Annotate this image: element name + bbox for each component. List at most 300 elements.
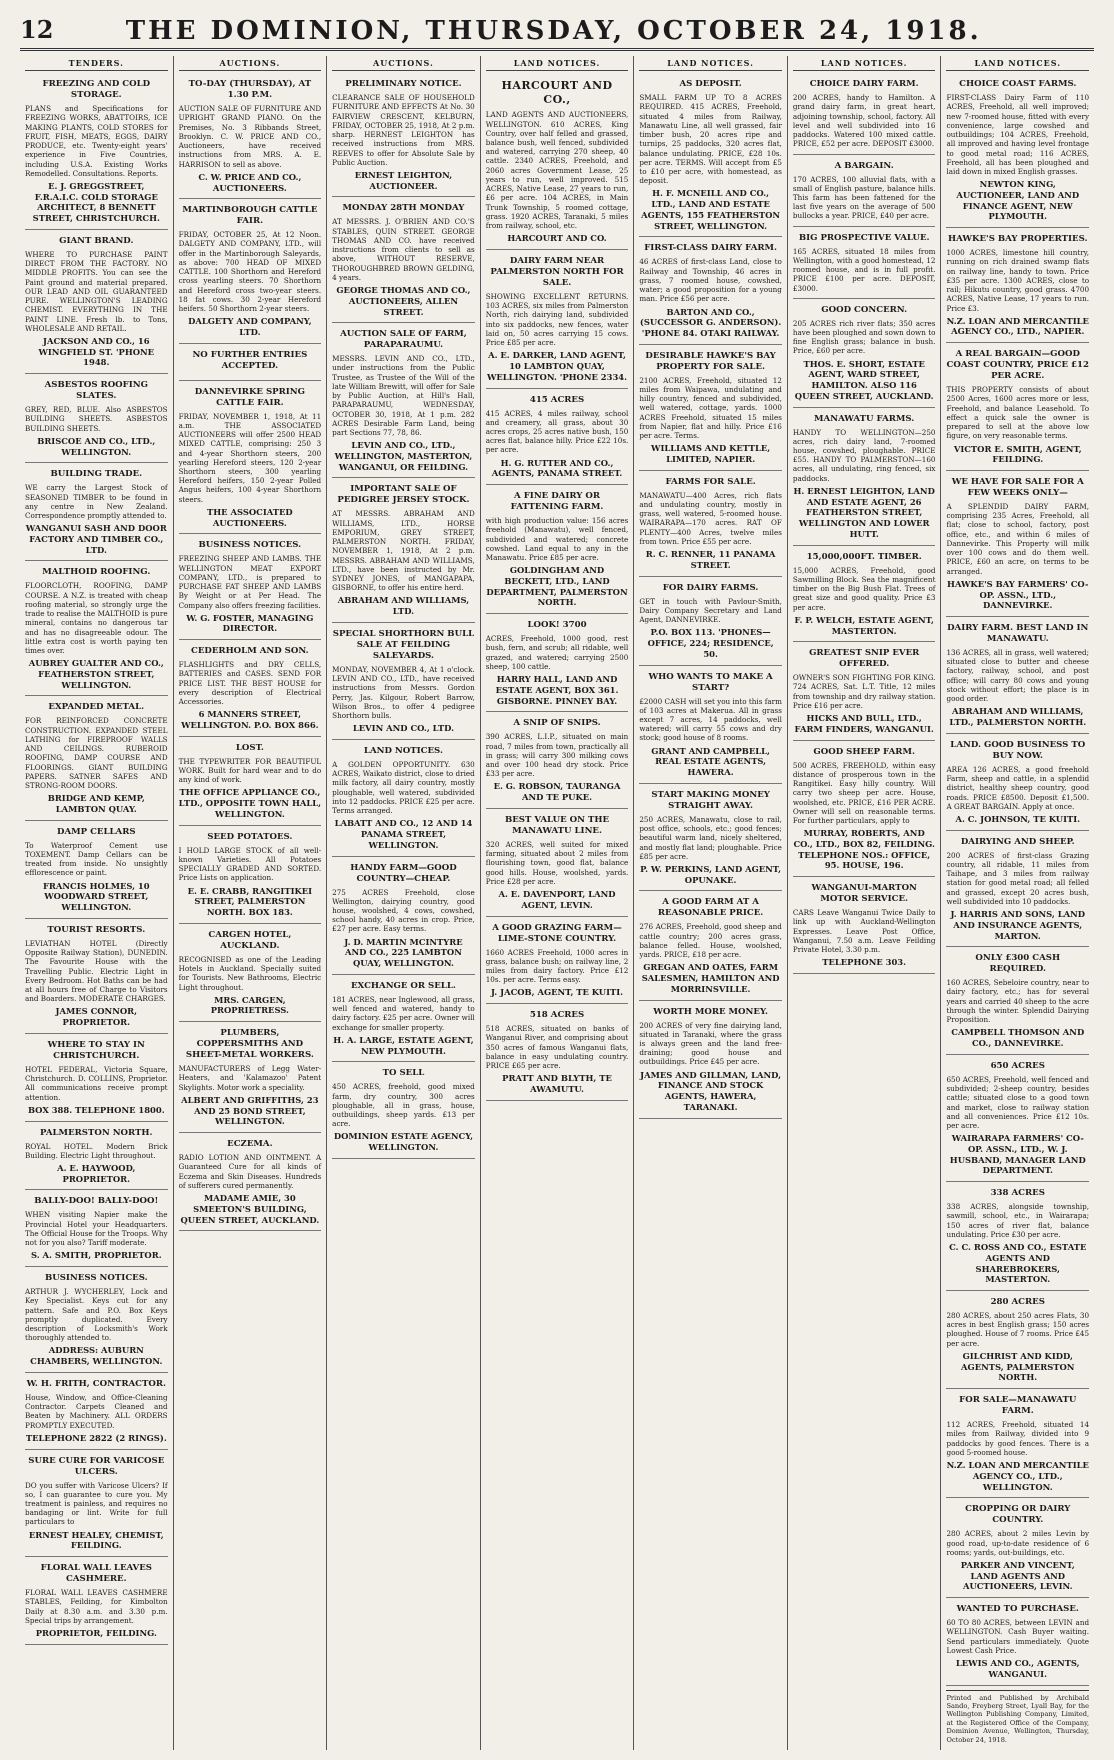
ad-signature: VICTOR E. SMITH, AGENT, FEILDING.: [953, 443, 1082, 465]
ad-body: WHEN visiting Napier make the Provincial Hotel your Headquarters. The Official House for the Troops. Why not for you also? Tariff moderate.: [25, 1210, 168, 1248]
column-4: [481, 56, 635, 1750]
advertisement: [946, 1500, 1089, 1598]
ad-body: 275 ACRES Freehold, close Wellington, dairying country, good house, woolshed, 4 cows, cowshed, school handy, 40 acres in crop. Price, £27 per acre. Easy terms.: [332, 887, 475, 934]
ad-signature: LEVIN AND CO., LTD., WELLINGTON, MASTERTON, WANGANUI, OR FEILDING.: [334, 440, 473, 472]
ad-title: FOR SALE—MANAWATU FARM.: [959, 1395, 1077, 1417]
ad-signature: JACKSON AND CO., 16 WINGFIELD ST. 'PHONE 1948.: [38, 335, 155, 368]
ad-body: A GOLDEN OPPORTUNITY. 630 ACRES, Waikato district, close to dried milk factory, all dairy country, mostly ploughable, well watered, subdivided into 12 paddocks. PRICE £25 per acre. Terms arranged.: [332, 760, 475, 816]
ad-title: TOURIST RESORTS.: [47, 924, 146, 935]
ad-title: AS DEPOSIT.: [679, 79, 742, 90]
ad-signature: E. E. CRABB, RANGITIKEI STREET, PALMERSTON NORTH. BOX 183.: [187, 885, 313, 918]
ad-title: BUSINESS NOTICES.: [198, 540, 302, 551]
ad-title: LOOK! 3700: [527, 620, 587, 631]
ad-signature: P. W. PERKINS, LAND AGENT, OPUNAKE.: [640, 863, 782, 885]
ad-signature: LABATT AND CO., 12 AND 14 PANAMA STREET, WELLINGTON.: [334, 818, 473, 850]
ad-body: GREY, RED, BLUE. Also ASBESTOS BUILDING SHEETS. ASBESTOS BUILDING SHEETS.: [25, 405, 168, 433]
ad-title: WE HAVE FOR SALE FOR A FEW WEEKS ONLY—: [951, 477, 1084, 499]
advertisement: [179, 926, 322, 1022]
advertisement: [179, 1024, 322, 1133]
advertisement: [332, 977, 475, 1062]
newspaper-title: THE DOMINION, THURSDAY, OCTOBER 24, 1918.: [125, 16, 982, 46]
ad-signature: H. F. MCNEILL AND CO., LTD., LAND AND ESTATE AGENTS, 155 FEATHERSTON STREET, WELLINGTON.: [641, 188, 781, 231]
ad-signature: H. A. LARGE, ESTATE AGENT, NEW PLYMOUTH.: [333, 1034, 474, 1056]
ad-signature: BOX 388. TELEPHONE 1800.: [27, 1104, 165, 1115]
advertisement: [793, 644, 936, 740]
ad-signature: ADDRESS: AUBURN CHAMBERS, WELLINGTON.: [30, 1345, 163, 1367]
ad-title: PALMERSTON NORTH.: [40, 1127, 153, 1138]
ad-body: CARS Leave Wanganui Twice Daily to link up with Auckland-Wellington Expresses. Leave Post Office, Wanganui, 7.50 a.m. Leave Feilding Private Hotel, 3.30 p.m.: [792, 908, 936, 955]
ad-body: 250 ACRES, Manawatu, close to rail, post office, schools, etc.; good fences; beautiful warm land, nicely sheltered, and mostly flat land; ploughable. Price £85 per acre.: [639, 814, 782, 861]
ad-body: LEVIATHAN HOTEL (Directly Opposite Railway Station), DUNEDIN. The Favourite House with the Travelling Public. Electric Light in Every Bedroom. Hot Baths can be had at all hours free of Charge to Visitors and Boarders. MODERATE CHARGES.: [25, 938, 168, 1004]
ad-body: 136 ACRES, all in grass, well watered; situated close to butter and cheese factory, railway, school, and post office; will carry 80 cows and young stock without effort; the place is in good order.: [946, 648, 1090, 704]
advertisement: [179, 383, 322, 535]
ad-body: HOTEL FEDERAL, Victoria Square, Christchurch. D. COLLINS, Proprietor. All communications receive prompt attention.: [25, 1064, 168, 1102]
ad-signature: BRIDGE AND KEMP, LAMBTON QUAY.: [47, 793, 145, 814]
ad-body: PLANS and Specifications for FREEZING WORKS, ABATTOIRS, ICE MAKING PLANTS, COLD STORES for FRUIT, FISH, MEATS, EGGS, DAIRY PRODUCE, etc. Twenty-eight years' experience in Five Countries, including U.S.A. Existing Works Remodelled. Consultations. Reports.: [25, 104, 168, 178]
ad-signature: THOS. E. SHORT, ESTATE AGENT, WARD STREET, HAMILTON. ALSO 116 QUEEN STREET, AUCKLAND.: [794, 358, 934, 401]
ad-body: 280 ACRES, about 2 miles Levin by good road, up-to-date residence of 6 rooms; yards, out-buildings, etc.: [946, 1529, 1090, 1557]
ad-body: 650 ACRES, Freehold, well fenced and subdivided; 2-sheep country, besides cattle; situated close to a good town and market, close to railway station and all conveniences. Price £12 10s. per acre.: [946, 1074, 1090, 1130]
ad-title: SPECIAL SHORTHORN BULL SALE AT FEILDING SALEYARDS.: [332, 628, 475, 661]
ad-title: SURE CURE FOR VARICOSE ULCERS.: [28, 1455, 165, 1477]
ad-body: 205 ACRES rich river flats; 350 acres have been ploughed and sown down to fine English grass; balance in bush. Price, £60 per acre.: [792, 318, 936, 356]
advertisement: [946, 75, 1089, 228]
ad-title: 338 ACRES: [990, 1188, 1045, 1199]
ad-title: W. H. FRITH, CONTRACTOR.: [26, 1378, 166, 1389]
column-heading: AUCTIONS.: [332, 56, 475, 71]
column-heading: AUCTIONS.: [179, 56, 322, 71]
ad-signature: H. G. RUTTER AND CO., AGENTS, PANAMA STREET.: [491, 457, 623, 479]
ad-title: GREATEST SNIP EVER OFFERED.: [809, 648, 920, 670]
ad-body: ROYAL HOTEL. Modern Brick Building. Electric Light throughout.: [25, 1141, 168, 1160]
column-2: [174, 56, 328, 1750]
ad-body: DO you suffer with Varicose Ulcers? If so, I can guarantee to cure you. My treatment is painless, and requires no bandaging or lint. Write for full particulars to: [25, 1480, 168, 1527]
advertisement: [639, 786, 782, 892]
advertisement: [332, 199, 475, 323]
ad-signature: THE OFFICE APPLIANCE CO., LTD., OPPOSITE TOWN HALL, WELLINGTON.: [178, 787, 322, 819]
column-heading: LAND NOTICES.: [946, 56, 1089, 71]
ad-title: FREEZING AND COLD STORAGE.: [42, 79, 151, 101]
ad-signature: WILLIAMS AND KETTLE, LIMITED, NAPIER.: [651, 443, 771, 465]
column-heading: TENDERS.: [25, 56, 168, 71]
ad-signature: A. C. JOHNSON, TE KUITI.: [955, 813, 1081, 824]
ad-signature: E. G. ROBSON, TAURANGA AND TE PUKE.: [493, 781, 621, 803]
ad-body: SMALL FARM UP TO 8 ACRES REQUIRED. 415 ACRES, Freehold, situated 4 miles from Railway, Manawatu Line, all well grassed, fair timber bush, 20 acres ripe and turnips, 25 paddocks, 320 acres flat, balance undulating. PRICE, £28 10s. per acre. TERMS. Will accept from £5 to £10 per acre, with homestead, as deposit.: [639, 93, 782, 186]
ad-signature: HARRY HALL, LAND AND ESTATE AGENT, BOX 361. GISBORNE. PINNEY BAY.: [495, 674, 619, 706]
ad-title: CHOICE COAST FARMS.: [959, 79, 1077, 90]
ad-title: GOOD SHEEP FARM.: [813, 746, 915, 757]
ad-body: WHERE TO PURCHASE PAINT DIRECT FROM THE FACTORY. NO MIDDLE PROFITS. You can see the Paint ground and material prepared. OUR LEAD AND OIL GUARANTEED PURE. WELLINGTON'S LEADING CHEMIST. EVERYTHING IN THE PAINT LINE. Fresh lb. to Tons, WHOLESALE AND RETAIL.: [25, 249, 168, 333]
advertisement: [332, 1064, 475, 1159]
ad-title: 518 ACRES: [529, 1010, 585, 1021]
advertisement: [793, 301, 936, 408]
ad-title: A GOOD FARM AT A REASONABLE PRICE.: [657, 897, 764, 919]
ad-title: BALLY-DOO! BALLY-DOO!: [34, 1196, 159, 1207]
ad-body: 46 ACRES of first-class Land, close to Railway and Township, 46 acres in grass, 7 roomed house, cowshed, water; a good proposition for a young man. Price £56 per acre.: [639, 257, 782, 304]
ad-signature: NEWTON KING, AUCTIONEER, LAND AND FINANCE AGENT, NEW PLYMOUTH.: [956, 179, 1080, 222]
column-heading: LAND NOTICES.: [793, 56, 936, 71]
ad-title: MONDAY 28TH MONDAY: [342, 203, 465, 214]
advertisement: [946, 736, 1089, 831]
advertisement: [486, 391, 629, 486]
advertisement: [639, 668, 782, 784]
column-heading: LAND NOTICES.: [486, 56, 629, 71]
advertisement: [486, 487, 629, 614]
ad-title: LAND NOTICES.: [363, 746, 443, 757]
ad-signature: P.O. BOX 113. 'PHONES—OFFICE, 224; RESIDENCE, 50.: [647, 627, 774, 659]
ad-signature: GRANT AND CAMPBELL, REAL ESTATE AGENTS, HAWERA.: [651, 745, 770, 778]
ad-signature: BARTON AND CO., (SUCCESSOR G. ANDERSON). 'PHONE 84. OTAKI RAILWAY.: [639, 306, 782, 339]
advertisement: [25, 232, 168, 374]
ad-title: DAIRY FARM NEAR PALMERSTON NORTH FOR SALE.: [490, 255, 624, 288]
ad-signature: LEWIS AND CO., AGENTS, WANGANUI.: [955, 1658, 1080, 1679]
ad-body: 15,000 ACRES, Freehold, good Sawmilling Block. Sea the magnificent timber on the Big Bush Flat. Trees of great size and good quality. Price £3 per acre.: [792, 565, 936, 612]
advertisement: [25, 563, 168, 696]
column-heading: LAND NOTICES.: [639, 56, 782, 71]
advertisement: [25, 1269, 168, 1373]
ad-signature: J. D. MARTIN MCINTYRE AND CO., 225 LAMBTON QUAY, WELLINGTON.: [344, 936, 463, 969]
ad-signature: HICKS AND BULL, LTD., FARM FINDERS, WANGANUI.: [794, 713, 934, 734]
ad-body: 415 ACRES, 4 miles railway, school and creamery, all grass, about 30 acres crops, 25 acres native bush, 150 acres flat, balance hilly. Price £22 10s. per acre.: [485, 408, 629, 455]
ad-title: NO FURTHER ENTRIES ACCEPTED.: [192, 349, 308, 371]
ad-title: TO SELL: [382, 1068, 425, 1079]
ad-title: GOOD CONCERN.: [821, 304, 908, 315]
advertisement: [25, 376, 168, 463]
advertisement: [25, 698, 168, 820]
advertisement: [25, 465, 168, 561]
advertisement: [25, 823, 168, 919]
ad-body: THE TYPEWRITER FOR BEAUTIFUL WORK. Built for hard wear and to do any kind of work.: [178, 756, 322, 785]
advertisement: [179, 739, 322, 826]
advertisement: [639, 579, 782, 666]
ad-body: 112 ACRES, Freehold, situated 14 miles from Railway, divided into 9 paddocks by good fences. There is a good 5-roomed house.: [946, 1420, 1090, 1457]
ad-body: 200 ACRES, handy to Hamilton. A grand dairy farm, in great heart, adjoining township, school, factory. All level and well subdivided into 16 paddocks. Watered 100 mixed cattle. PRICE, £52 per acre. DEPOSIT £3000.: [792, 93, 936, 149]
ad-signature: ABRAHAM AND WILLIAMS, LTD.: [337, 595, 470, 617]
advertisement: [946, 1391, 1089, 1498]
ad-body: 170 ACRES, 100 alluvial flats, with a small of English pasture, balance hills. This farm has been fattened for the last five years on the average of 500 bullocks a year. PRICE, £40 per acre.: [792, 174, 936, 221]
ad-signature: H. ERNEST LEIGHTON, LAND AND ESTATE AGENT, 26 FEATHERSTON STREET, WELLINGTON AND LOWER HUTT.: [793, 485, 935, 539]
ad-signature: AUBREY GUALTER AND CO., FEATHERSTON STREET, WELLINGTON.: [28, 658, 164, 690]
masthead: [20, 8, 1094, 51]
ad-body: MANUFACTURERS of Legg Water-Heaters, and 'Kalamazoo' Patent Skylights. Motor work a speciality.: [178, 1064, 322, 1092]
ad-signature: THE ASSOCIATED AUCTIONEERS.: [207, 506, 293, 528]
ad-signature: R. C. RENNER, 11 PANAMA STREET.: [645, 549, 776, 570]
ad-body: 165 ACRES, situated 18 miles from Wellington, with a good homestead, 12 roomed house, and is in full profit. PRICE £100 per acre. DEPOSIT, £3000.: [792, 246, 936, 293]
ad-title: A SNIP OF SNIPS.: [513, 718, 601, 729]
ad-signature: LEVIN AND CO., LTD.: [352, 723, 454, 734]
ad-signature: DOMINION ESTATE AGENCY, WELLINGTON.: [333, 1131, 474, 1153]
ad-title: 415 ACRES: [529, 394, 585, 405]
advertisement: [179, 828, 322, 924]
ad-title: HARCOURT AND CO.,: [501, 79, 613, 107]
advertisement: [946, 1293, 1089, 1389]
advertisement: [25, 1036, 168, 1122]
ad-body: 280 ACRES, about 250 acres Flats, 30 acres in best English grass; 150 acres ploughed. House of 7 rooms. Price £45 per acre.: [946, 1311, 1090, 1348]
colophon: Printed and Published by Archibald Sando, Freyberg Street, Lyall Bay, for the Wellington Publishing Company, Limited, at the Registered Office of the Company, Dominion Avenue, Wellington, Thursday, October 24, 1918.: [946, 1690, 1089, 1745]
ad-title: SEED POTATOES.: [207, 831, 293, 842]
ad-signature: A. E. DARKER, LAND AGENT, 10 LAMBTON QUAY, WELLINGTON. 'PHONE 2334.: [487, 350, 628, 382]
advertisement: [946, 619, 1089, 734]
ad-body: 1000 ACRES, limestone hill country, running on rich drained swamp flats on railway line, handy to town. Price £35 per acre. 1300 ACRES, close to rail; Hikutu country, good grass. 4700 ACRES, Native Lease, 17 years to run. Price £3.: [946, 248, 1090, 313]
ad-signature: HAWKE'S BAY FARMERS' CO-OP. ASSN., LTD., DANNEVIRKE.: [947, 578, 1089, 611]
ad-signature: J. JACOB, AGENT, TE KUITI.: [490, 987, 624, 998]
ad-signature: N.Z. LOAN AND MERCANTILE AGENCY CO., LTD., WELLINGTON.: [946, 1460, 1089, 1492]
ad-body: FIRST-CLASS Dairy Farm of 110 ACRES, Freehold, all well improved; new 7-roomed house, fitted with every convenience, large cowshed and outbuildings; 104 ACRES, Freehold, all improved and having level frontage to good metal road; 116 ACRES, Freehold, all has been ploughed and laid down in mixed English grasses.: [946, 93, 1090, 176]
ad-title: GIANT BRAND.: [59, 235, 134, 246]
advertisement: [25, 1192, 168, 1267]
ad-signature: GEORGE THOMAS AND CO., AUCTIONEERS, ALLEN STREET.: [336, 285, 471, 317]
advertisement: [639, 473, 782, 577]
ad-signature: GILCHRIST AND KIDD, AGENTS, PALMERSTON NORTH.: [961, 1350, 1075, 1383]
ad-body: RADIO LOTION AND OINTMENT. A Guaranteed Cure for all kinds of Eczema and Skin Diseases. Hundreds of sufferers cured permanently.: [178, 1153, 322, 1190]
ad-signature: MRS. CARGEN, PROPRIETRESS.: [210, 994, 289, 1016]
ad-signature: GREGAN AND OATES, FARM SALESMEN, HAMILTON AND MORRINSVILLE.: [641, 962, 780, 994]
ad-signature: WANGANUI SASH AND DOOR FACTORY AND TIMBER CO., LTD.: [25, 523, 167, 555]
ad-title: CROPPING OR DAIRY COUNTRY.: [965, 1504, 1071, 1526]
ad-signature: HARCOURT AND CO.: [507, 233, 607, 244]
ad-title: WANTED TO PURCHASE.: [956, 1604, 1079, 1615]
advertisement: [25, 1375, 168, 1450]
ad-title: AUCTION SALE OF FARM, PARAPARAUMU.: [340, 329, 467, 351]
ad-title: HAWKE'S BAY PROPERTIES.: [948, 234, 1088, 245]
ad-signature: S. A. SMITH, PROPRIETOR.: [30, 1250, 162, 1261]
ad-signature: DALGETY AND COMPANY, LTD.: [188, 316, 312, 337]
ad-body: MESSRS. LEVIN AND CO., LTD., under instructions from the Public Trustee, as Trustee of the Will of the late William Brewitt, will offer for Sale by Public Auction, at Hill's Hall, PARAPARAUMU, WEDNESDAY, OCTOBER 30, 1918, At 1 p.m. 282 ACRES Desirable Farm Land, being part Sections 77, 78, 86.: [332, 354, 475, 438]
ad-signature: MADAME AMIE, 30 SMEETON'S BUILDING, QUEEN STREET, AUCKLAND.: [180, 1193, 320, 1225]
ad-title: WHO WANTS TO MAKE A START?: [648, 671, 773, 693]
ad-title: BUILDING TRADE.: [50, 469, 143, 480]
ad-body: 2100 ACRES, Freehold, situated 12 miles from Waipawa, undulating and hilly country, fenced and subdivided, well watered, cottage, yards. 1000 ACRES Freehold, situated 15 miles from Napier, flat and hilly. Price £16 per acre. Terms.: [639, 375, 782, 441]
advertisement: [332, 859, 475, 975]
ad-title: WORTH MORE MONEY.: [653, 1006, 768, 1017]
ad-title: DANNEVIRKE SPRING CATTLE FAIR.: [194, 386, 305, 408]
ad-signature: BRISCOE AND CO., LTD., WELLINGTON.: [37, 435, 156, 457]
ad-title: CEDERHOLM AND SON.: [191, 646, 309, 657]
advertisement: [486, 811, 629, 917]
ad-title: LAND. GOOD BUSINESS TO BUY NOW.: [950, 739, 1086, 761]
advertisement: [486, 252, 629, 389]
ad-signature: A. E. HAYWOOD, PROPRIETOR.: [57, 1162, 136, 1184]
ad-signature: F. P. WELCH, ESTATE AGENT, MASTERTON.: [794, 614, 934, 636]
ad-body: FLORAL WALL LEAVES CASHMERE STABLES, Feilding, for Kimbolton Daily at 8.30 a.m. and 3.30 p.m. Special trips by arrangement.: [25, 1588, 168, 1625]
ad-signature: MURRAY, ROBERTS, AND CO., LTD., BOX 82, FEILDING. TELEPHONE NOS.: OFFICE, 95. HOUSE, 196.: [793, 828, 935, 871]
columns: [20, 56, 1094, 1750]
ad-signature: JAMES AND GILLMAN, LAND, FINANCE AND STOCK AGENTS, HAWERA, TARANAKI.: [640, 1069, 782, 1112]
advertisement: [332, 325, 475, 478]
advertisement: [486, 1006, 629, 1101]
ad-body: GET in touch with Pavlour-Smith, Dairy Company Secretary and Land Agent, DANNEVIRKE.: [639, 596, 782, 625]
ad-signature: N.Z. LOAN AND MERCANTILE AGENCY CO., LTD., NAPIER.: [946, 315, 1089, 337]
ad-title: A GOOD GRAZING FARM—LIME-STONE COUNTRY.: [492, 922, 622, 944]
ad-signature: TELEPHONE 2822 (2 RINGS).: [25, 1432, 167, 1443]
ad-body: 338 ACRES, alongside township, sawmill, school, etc., in Wairarapa; 150 acres of river flat, balance undulating. Price £30 per acre.: [946, 1202, 1090, 1239]
ad-body: AT MESSRS. J. O'BRIEN AND CO.'S STABLES, QUIN STREET. GEORGE THOMAS AND CO. have received instructions from clients to sell as above, WITHOUT RESERVE, THOROUGHBRED BROWN GELDING, 4 years.: [332, 217, 475, 282]
advertisement: [639, 347, 782, 471]
ad-signature: PRATT AND BLYTH, TE AWAMUTU.: [502, 1073, 612, 1095]
ad-body: 450 ACRES, freehold, good mixed farm, dry country, 300 acres ploughable, all in grass, house, outbuildings, sheep yards. £13 per acre.: [332, 1082, 475, 1129]
ad-signature: 6 MANNERS STREET, WELLINGTON. P.O. BOX 866.: [181, 709, 319, 731]
ad-title: A BARGAIN.: [834, 160, 894, 171]
advertisement: [946, 1600, 1089, 1685]
ad-body: FREEZING SHEEP AND LAMBS. THE WELLINGTON MEAT EXPORT COMPANY, LTD., is prepared to PURCHASE FAT SHEEP AND LAMBS By Weight or at Per Head. The Company also offers freezing facilities.: [178, 554, 322, 610]
ad-body: OWNER'S SON FIGHTING FOR KING. 724 ACRES, Sat. L.T. Title, 12 miles from township and dry railway station. Price £16 per acre.: [792, 673, 936, 710]
advertisement: [332, 625, 475, 740]
advertisement: [486, 75, 629, 250]
ad-body: FOR REINFORCED CONCRETE CONSTRUCTION. EXPANDED STEEL LATHING for FIREPROOF WALLS AND CEILINGS. RUBEROID ROOFING, DAMP COURSE AND FLOORINGS. GIANT BUILDING PAPERS. SATNER SAFES AND STRONG-ROOM DOORS.: [25, 716, 168, 791]
ad-title: WANGANUI-MARTON MOTOR SERVICE.: [811, 883, 917, 905]
ad-body: 181 ACRES, near Inglewood, all grass, well fenced and watered, handy to dairy factory. £25 per acre. Owner will exchange for smaller property.: [332, 994, 475, 1032]
column-7: [941, 56, 1094, 1750]
advertisement: [639, 893, 782, 1000]
ad-title: BUSINESS NOTICES.: [44, 1273, 148, 1284]
ad-body: A SPLENDID DAIRY FARM, comprising 235 Acres, Freehold, all flat; close to school, factory, post office, etc., and within 6 miles of Dannevirke. This Property will milk over 100 cows and do them well. PRICE, £60 an acre, on terms to be arranged.: [946, 502, 1090, 576]
advertisement: [639, 75, 782, 237]
column-1: [20, 56, 174, 1750]
ad-body: 200 ACRES of very fine dairying land, situated in Taranaki, where the grass is always green and the land free-draining; good house and outbuildings. Price £45 per acre.: [639, 1020, 782, 1067]
advertisement: [793, 157, 936, 227]
ad-title: FIRST-CLASS DAIRY FARM.: [644, 243, 778, 254]
ad-title: DAIRYING AND SHEEP.: [960, 836, 1075, 847]
advertisement: [332, 742, 475, 857]
ad-signature: JAMES CONNOR, PROPRIETOR.: [55, 1006, 138, 1028]
ad-body: 500 ACRES, FREEHOLD, within easy distance of prosperous town in the Rangitikei. Easy hilly country. Will carry two sheep per acre. House, woolshed, etc. PRICE, £16 PER ACRE. Owner will sell on reasonable terms. For further particulars, apply to: [792, 760, 936, 825]
ad-title: IMPORTANT SALE OF PEDIGREE JERSEY STOCK.: [337, 484, 470, 506]
ad-body: HANDY TO WELLINGTON—250 acres, rich dairy land, 7-roomed house, cowshed, ploughable. PRICE £55. HANDY TO PALMERSTON—160 acres, all undulating, ring fenced, six paddocks.: [792, 427, 936, 483]
ad-signature: C. C. ROSS AND CO., ESTATE AGENTS AND SHAREBROKERS, MASTERTON.: [949, 1242, 1087, 1285]
advertisement: [25, 921, 168, 1034]
ad-title: MARTINBOROUGH CATTLE FAIR.: [182, 205, 318, 227]
ad-body: ARTHUR J. WYCHERLEY, Lock and Key Specialist. Keys cut for any pattern. Safe and P.O. Box Keys promptly duplicated. Every description of Locksmith's Work thoroughly attended to.: [25, 1287, 168, 1343]
column-3: [327, 56, 481, 1750]
ad-body: WE carry the Largest Stock of SEASONED TIMBER to be found in any centre in New Zealand. Correspondence promptly attended to.: [25, 483, 168, 521]
advertisement: [179, 1135, 322, 1231]
ad-title: FOR DAIRY FARMS.: [662, 582, 759, 593]
ad-title: LOST.: [235, 742, 264, 753]
ad-title: MALTHOID ROOFING.: [42, 567, 151, 578]
ad-signature: WAIRARAPA FARMERS' CO-OP. ASSN., LTD., W. J. HUSBAND, MANAGER LAND DEPARTMENT.: [949, 1133, 1086, 1176]
ad-body: 390 ACRES, L.I.P., situated on main road, 7 miles from town, practically all in grass; will carry 300 milking cows and over 100 head dry stock. Price £33 per acre.: [485, 732, 629, 779]
advertisement: [793, 879, 936, 974]
ad-signature: ERNEST HEALEY, CHEMIST, FEILDING.: [28, 1529, 164, 1551]
ad-signature: J. HARRIS AND SONS, LAND AND INSURANCE AGENTS, MARTON.: [950, 909, 1086, 941]
ad-signature: PROPRIETOR, FEILDING.: [35, 1627, 157, 1638]
ad-title: EXCHANGE OR SELL.: [351, 980, 456, 991]
ad-body: To Waterproof Cement use TOXEMENT. Damp Cellars can be treated from inside. No unsightly efflorescence or paint.: [25, 840, 168, 878]
advertisement: [25, 75, 168, 230]
advertisement: [486, 919, 629, 1005]
ad-signature: GOLDINGHAM AND BECKETT, LTD., LAND DEPARTMENT, PALMERSTON NORTH.: [486, 565, 628, 608]
advertisement: [639, 239, 782, 344]
ad-title: ECZEMA.: [227, 1139, 273, 1150]
advertisement: [946, 473, 1089, 617]
ad-body: 518 ACRES, situated on banks of Wanganui River, and comprising about 350 acres of famous Wanganui flats, balance in easy undulating country. PRICE £65 per acre.: [485, 1024, 629, 1071]
ad-title: A FINE DAIRY OR FATTENING FARM.: [510, 491, 604, 513]
ad-body: SHOWING EXCELLENT RETURNS. 103 ACRES, six miles from Palmerston North, rich dairying land, subdivided into six paddocks, new fences, water laid on, 50 acres carrying 15 cows. Price £85 per acre.: [485, 291, 629, 348]
ad-title: 650 ACRES: [990, 1060, 1045, 1071]
ad-signature: CAMPBELL THOMSON AND CO., DANNEVIRKE.: [951, 1027, 1085, 1049]
ad-title: PLUMBERS, COPPERSMITHS AND SHEET-METAL WORKERS.: [185, 1028, 314, 1061]
advertisement: [25, 1559, 168, 1645]
ad-title: CARGEN HOTEL, AUCKLAND.: [208, 929, 292, 951]
ad-title: DESIRABLE HAWKE'S BAY PROPERTY FOR SALE.: [645, 350, 776, 372]
advertisement: [179, 536, 322, 640]
ad-body: ACRES, Freehold, 1000 good, rest bush, fern, and scrub; all ridable, well grazed, and watered; carrying 2500 sheep, 100 cattle.: [485, 634, 629, 671]
page-number: 12: [20, 15, 54, 44]
column-6: [788, 56, 942, 1750]
ad-body: 200 ACRES of first-class Grazing country, all ridable, 11 miles from Taihape, and 3 miles from railway station for good metal road; all felled and grassed, except 20 acres bush, well subdivided into 10 paddocks.: [946, 850, 1090, 906]
advertisement: [946, 949, 1089, 1055]
ad-body: 276 ACRES, Freehold, good sheep and cattle country; 200 acres grass, balance felled. House, woolshed, yards. PRICE, £18 per acre.: [639, 922, 782, 960]
ad-title: DAMP CELLARS: [57, 826, 136, 837]
ad-body: LAND AGENTS AND AUCTIONEERS, WELLINGTON. 610 ACRES, King Country, over half felled and grassed, balance bush, well fenced, subdivided and watered, carrying 270 sheep, 40 cattle. 2340 ACRES, Freehold, and 2060 acres Government Lease, 25 years to run, well improved. 515 ACRES, Native Lease, 27 years to run, £6 per acre. 104 ACRES, in Main Trunk Township, 5 roomed cottage, grass. 1920 ACRES, Taranaki, 5 miles from railway, school, etc.: [485, 110, 629, 231]
ad-body: with high production value: 156 acres freehold (Manawatu), well fenced, subdivided and watered; concrete cowshed. Land equal to any in the Manawatu. Price £85 per acre.: [485, 516, 629, 563]
advertisement: [639, 1003, 782, 1119]
ad-body: FLOORCLOTH, ROOFING, DAMP COURSE. A N.Z. is treated with cheap roofing material, so strongly urge the trade to realise the MALTHOID is pure mineral, contains no dangerous tar and has no disagreeable odour. The little extra cost is worth paying ten times over.: [25, 581, 168, 656]
ad-signature: PARKER AND VINCENT, LAND AGENTS AND AUCTIONEERS, LEVIN.: [960, 1559, 1075, 1592]
ad-title: WHERE TO STAY IN CHRISTCHURCH.: [47, 1039, 145, 1061]
advertisement: [486, 616, 629, 712]
ad-title: MANAWATU FARMS.: [814, 413, 915, 424]
ad-signature: A. E. DAVENPORT, LAND AGENT, LEVIN.: [498, 889, 616, 910]
advertisement: [332, 75, 475, 197]
ad-body: £2000 CASH will set you into this farm of 103 acres at Makerua. All in grass except 7 acres, 14 paddocks, well watered; will carry 55 cows and dry stock; good house of 8 rooms.: [639, 696, 782, 743]
ad-title: PRELIMINARY NOTICE.: [345, 79, 462, 90]
ad-body: 320 ACRES, well suited for mixed farming, situated about 2 miles from flourishing town, good flat, balance good hills. House, woolshed, yards. Price £28 per acre.: [485, 839, 629, 886]
ad-signature: C. W. PRICE AND CO., AUCTIONEERS.: [198, 171, 302, 193]
ad-body: 60 TO 80 ACRES, between LEVIN and WELLINGTON. Cash Buyer waiting. Send particulars immediately. Quote Lowest Cash Price.: [946, 1618, 1090, 1655]
ad-title: EXPANDED METAL.: [48, 702, 145, 713]
ad-title: DAIRY FARM. BEST LAND IN MANAWATU.: [947, 623, 1089, 645]
ad-signature: FRANCIS HOLMES, 10 WOODWARD STREET, WELLINGTON.: [42, 880, 150, 913]
ad-body: 1660 ACRES Freehold, 1000 acres in grass, balance bush; on railway line, 2 miles from dairy factory. Price £12 10s. per acre. Terms easy.: [485, 947, 629, 985]
advertisement: [332, 480, 475, 622]
advertisement: [793, 743, 936, 878]
ad-body: MANAWATU—400 Acres, rich flats and undulating country, mostly in grass, well watered, 5-roomed house. WAIRARAPA—170 acres. RAT OF PLENTY—400 Acres, twelve miles from town. Price £55 per acre.: [639, 490, 782, 546]
advertisement: [946, 345, 1089, 471]
ad-signature: W. G. FOSTER, MANAGING DIRECTOR.: [186, 612, 314, 634]
ad-title: START MAKING MONEY STRAIGHT AWAY.: [651, 789, 770, 811]
ad-body: CLEARANCE SALE OF HOUSEHOLD FURNITURE AND EFFECTS At No. 30 FAIRVIEW CRESCENT, KELBURN, FRIDAY, OCTOBER 25, 1918, At 2 p.m. sharp. HERNEST LEIGHTON has received instructions from MRS. REEVES to offer for Absolute Sale by Public Auction.: [332, 93, 475, 167]
advertisement: [486, 714, 629, 809]
advertisement: [946, 230, 1089, 343]
ad-title: 280 ACRES: [990, 1297, 1045, 1308]
advertisement: [179, 642, 322, 737]
ad-body: FRIDAY, NOVEMBER 1, 1918, At 11 a.m. THE ASSOCIATED AUCTIONEERS will offer 2500 HEAD MIXED CATTLE, comprising: 250 3 and 4-year Shorthorn steers, 200 yearling Hereford steers, 120 2-year Shorthorn steers, 300 yearling Hereford heifers, 150 2-year Polled Angus heifers, 100 4-year Shorthorn steers.: [178, 411, 322, 504]
ad-body: FLASHLIGHTS and DRY CELLS, BATTERIES and CASES. SEND FOR PRICE LIST. THE BEST HOUSE for every description of Electrical Accessories.: [178, 660, 322, 707]
ad-signature: E. J. GREGGSTREET, F.R.A.I.C. COLD STORAGE ARCHITECT, 8 BENNETT STREET, CHRISTCHURCH.: [32, 180, 160, 224]
advertisement: [793, 548, 936, 643]
ad-title: ONLY £300 CASH REQUIRED.: [975, 953, 1061, 975]
ad-body: RECOGNISED as one of the Leading Hotels in Auckland. Specially suited for Tourists. New Bathrooms, Electric Light throughout.: [178, 954, 322, 992]
column-5: [634, 56, 788, 1750]
advertisement: [179, 201, 322, 343]
ad-title: 15,000,000FT. TIMBER.: [806, 551, 922, 562]
advertisement: [25, 1452, 168, 1558]
ad-title: BEST VALUE ON THE MANAWATU LINE.: [504, 814, 610, 836]
advertisement: [946, 1184, 1089, 1291]
ad-signature: ALBERT AND GRIFFITHS, 23 AND 25 BOND STREET, WELLINGTON.: [181, 1094, 319, 1127]
ad-signature: ABRAHAM AND WILLIAMS, LTD., PALMERSTON NORTH.: [949, 706, 1087, 728]
ad-body: 160 ACRES, Sebeloire country, near to dairy factory, etc.; has for several years and carried 40 sheep to the acre through the winter. Splendid Dairying Proposition.: [946, 978, 1090, 1025]
ad-body: MONDAY, NOVEMBER 4, At 1 o'clock. LEVIN AND CO., LTD., have received instructions from Messrs. Gordon Perry, Jas. Kilgour, Robert Barrow, Wilson Bros., to offer 4 pedigree Shorthorn bulls.: [332, 664, 475, 721]
advertisement: [793, 75, 936, 154]
advertisement: [25, 1124, 168, 1191]
ad-signature: ERNEST LEIGHTON, AUCTIONEER.: [354, 169, 453, 191]
advertisement: [179, 75, 322, 199]
ad-title: ASBESTOS ROOFING SLATES.: [44, 380, 148, 402]
ad-body: AT MESSRS. ABRAHAM AND WILLIAMS, LTD., HORSE EMPORIUM, GREY STREET, PALMERSTON NORTH. FRIDAY, NOVEMBER 1, 1918, At 2 p.m. MESSRS. ABRAHAM AND WILLIAMS, LTD., have been instructed by Mr. SYDNEY JONES, of MANGAPAPA, GISBORNE, to offer his entire herd.: [332, 509, 475, 593]
ad-title: HANDY FARM—GOOD COUNTRY—CHEAP.: [350, 862, 457, 884]
